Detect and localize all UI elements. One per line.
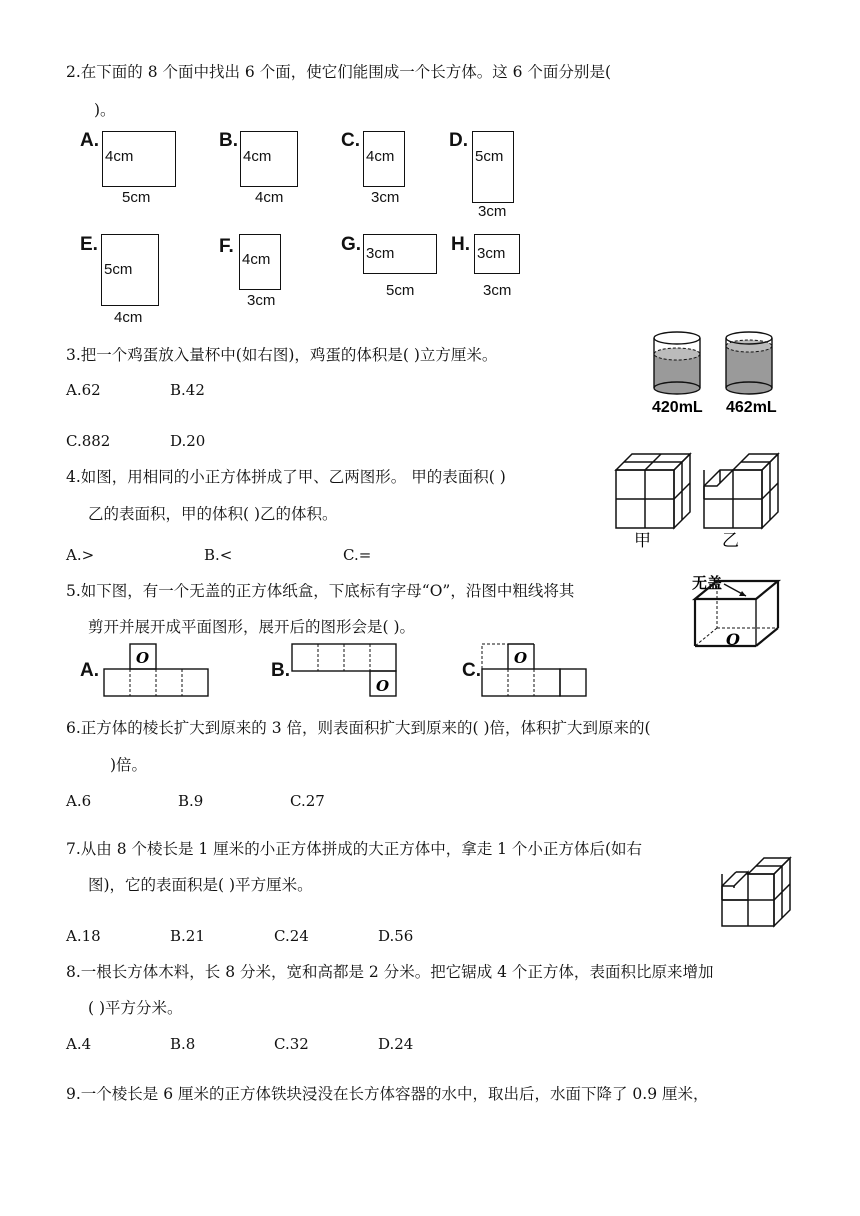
- q8-option-c: C.32: [274, 1035, 309, 1053]
- q2-face-c: [363, 131, 405, 187]
- q8-option-a: A.4: [66, 1035, 92, 1053]
- q2-face-e-label: E.: [80, 234, 98, 255]
- q4-text-line1: 4.如图，用相同的小正方体拼成了甲、乙两图形。 甲的表面积( ): [66, 468, 506, 486]
- q7-option-a: A.18: [66, 927, 101, 945]
- q5-option-a-net: [100, 644, 210, 700]
- q2-text-line1: 2.在下面的 8 个面中找出 6 个面，使它们能围成一个长方体。这 6 个面分别是(: [66, 63, 611, 81]
- q4-figure-jia-label: 甲: [634, 531, 651, 551]
- q3-measuring-cups-figure: [640, 330, 790, 420]
- q2-face-h-inner: 3cm: [477, 245, 506, 262]
- q2-face-h: [474, 234, 520, 274]
- q5-option-b-letter: O: [376, 677, 390, 695]
- q4-cube-figures: [612, 450, 792, 551]
- q3-option-d: D.20: [170, 432, 206, 450]
- q5-text-line2: 剪开并展开成平面图形，展开后的图形会是( )。: [88, 618, 416, 636]
- q2-face-a-inner: 4cm: [105, 148, 134, 165]
- q3-text: 3.把一个鸡蛋放入量杯中(如右图)，鸡蛋的体积是( )立方厘米。: [66, 346, 498, 364]
- q2-face-f-inner: 4cm: [242, 251, 271, 268]
- q7-option-b: B.21: [170, 927, 205, 945]
- q2-face-f-label: F.: [219, 236, 234, 257]
- q2-face-d-inner: 5cm: [475, 148, 504, 165]
- q7-option-d: D.56: [378, 927, 414, 945]
- q2-face-c-label: C.: [341, 130, 360, 151]
- q2-face-b-below: 4cm: [255, 189, 284, 206]
- q2-face-g-label: G.: [341, 234, 362, 255]
- q7-cube-figure: [718, 852, 798, 932]
- q2-face-d-label: D.: [449, 130, 468, 151]
- q6-option-b: B.9: [178, 792, 204, 810]
- q3-cup-right-label: 462mL: [726, 399, 777, 416]
- q2-face-a-label: A.: [80, 130, 99, 151]
- q4-option-c: C.=: [343, 546, 372, 564]
- q2-face-h-below: 3cm: [483, 282, 512, 299]
- q7-option-c: C.24: [274, 927, 309, 945]
- q5-box-letter: O: [726, 630, 740, 649]
- q2-face-e-below: 4cm: [114, 309, 143, 326]
- q2-face-c-below: 3cm: [371, 189, 400, 206]
- q3-option-b: B.42: [170, 381, 205, 399]
- q2-face-b-label: B.: [219, 130, 238, 151]
- q5-option-a-letter: O: [136, 649, 150, 667]
- q2-text-line2: )。: [94, 101, 116, 119]
- q5-option-c-letter: O: [514, 649, 528, 667]
- q8-text-line2: ( )平方分米。: [88, 999, 183, 1017]
- q5-open-box-figure: [690, 566, 790, 656]
- q2-face-b-inner: 4cm: [243, 148, 272, 165]
- q2-face-b: [240, 131, 298, 187]
- q3-option-c: C.882: [66, 432, 111, 450]
- q2-face-d: [472, 131, 514, 203]
- q7-text-line1: 7.从由 8 个棱长是 1 厘米的小正方体拼成的大正方体中，拿走 1 个小正方体后(如右: [66, 840, 642, 858]
- q5-option-c-net: [480, 644, 590, 700]
- q5-option-b-label: B.: [271, 660, 290, 681]
- q6-text-line2: )倍。: [110, 756, 148, 774]
- q4-figure-jia: [616, 454, 690, 528]
- q2-face-d-below: 3cm: [478, 203, 507, 220]
- q2-face-g-inner: 3cm: [366, 245, 395, 262]
- q5-option-c-label: C.: [462, 660, 481, 681]
- q6-text-line1: 6.正方体的棱长扩大到原来的 3 倍，则表面积扩大到原来的( )倍，体积扩大到原来的(: [66, 719, 651, 737]
- q3-cup-right: [726, 332, 772, 394]
- q9-text-line1: 9.一个棱长是 6 厘米的正方体铁块浸没在长方体容器的水中，取出后，水面下降了 0.9 厘米，: [66, 1085, 709, 1103]
- q8-text-line1: 8.一根长方体木料，长 8 分米，宽和高都是 2 分米。把它锯成 4 个正方体，表面积比原来增加: [66, 963, 714, 981]
- q7-text-line2: 图)，它的表面积是( )平方厘米。: [88, 876, 313, 894]
- q4-figure-yi-label: 乙: [722, 531, 739, 551]
- q2-face-g: [363, 234, 437, 274]
- q6-option-c: C.27: [290, 792, 325, 810]
- q5-option-b-net: [290, 644, 400, 700]
- q5-text-line1: 5.如下图，有一个无盖的正方体纸盒，下底标有字母“O”，沿图中粗线将其: [66, 582, 575, 600]
- q2-face-e-inner: 5cm: [104, 261, 133, 278]
- q3-cup-left: [654, 332, 700, 394]
- q2-face-f: [239, 234, 281, 290]
- q4-text-line2: 乙的表面积，甲的体积( )乙的体积。: [88, 505, 338, 523]
- q8-option-b: B.8: [170, 1035, 196, 1053]
- q2-face-a: [102, 131, 176, 187]
- q2-face-g-below: 5cm: [386, 282, 415, 299]
- q4-option-a: A.>: [66, 546, 95, 564]
- q5-lid-label: 无盖: [692, 574, 723, 592]
- q2-face-c-inner: 4cm: [366, 148, 395, 165]
- q6-option-a: A.6: [66, 792, 92, 810]
- q2-face-f-below: 3cm: [247, 292, 276, 309]
- q2-face-h-label: H.: [451, 234, 470, 255]
- q2-face-e: [101, 234, 159, 306]
- q4-option-b: B.<: [204, 546, 233, 564]
- q8-option-d: D.24: [378, 1035, 414, 1053]
- q2-face-a-below: 5cm: [122, 189, 151, 206]
- q3-option-a: A.62: [66, 381, 101, 399]
- q4-figure-yi: [704, 454, 778, 528]
- q3-cup-left-label: 420mL: [652, 399, 703, 416]
- q5-option-a-label: A.: [80, 660, 99, 681]
